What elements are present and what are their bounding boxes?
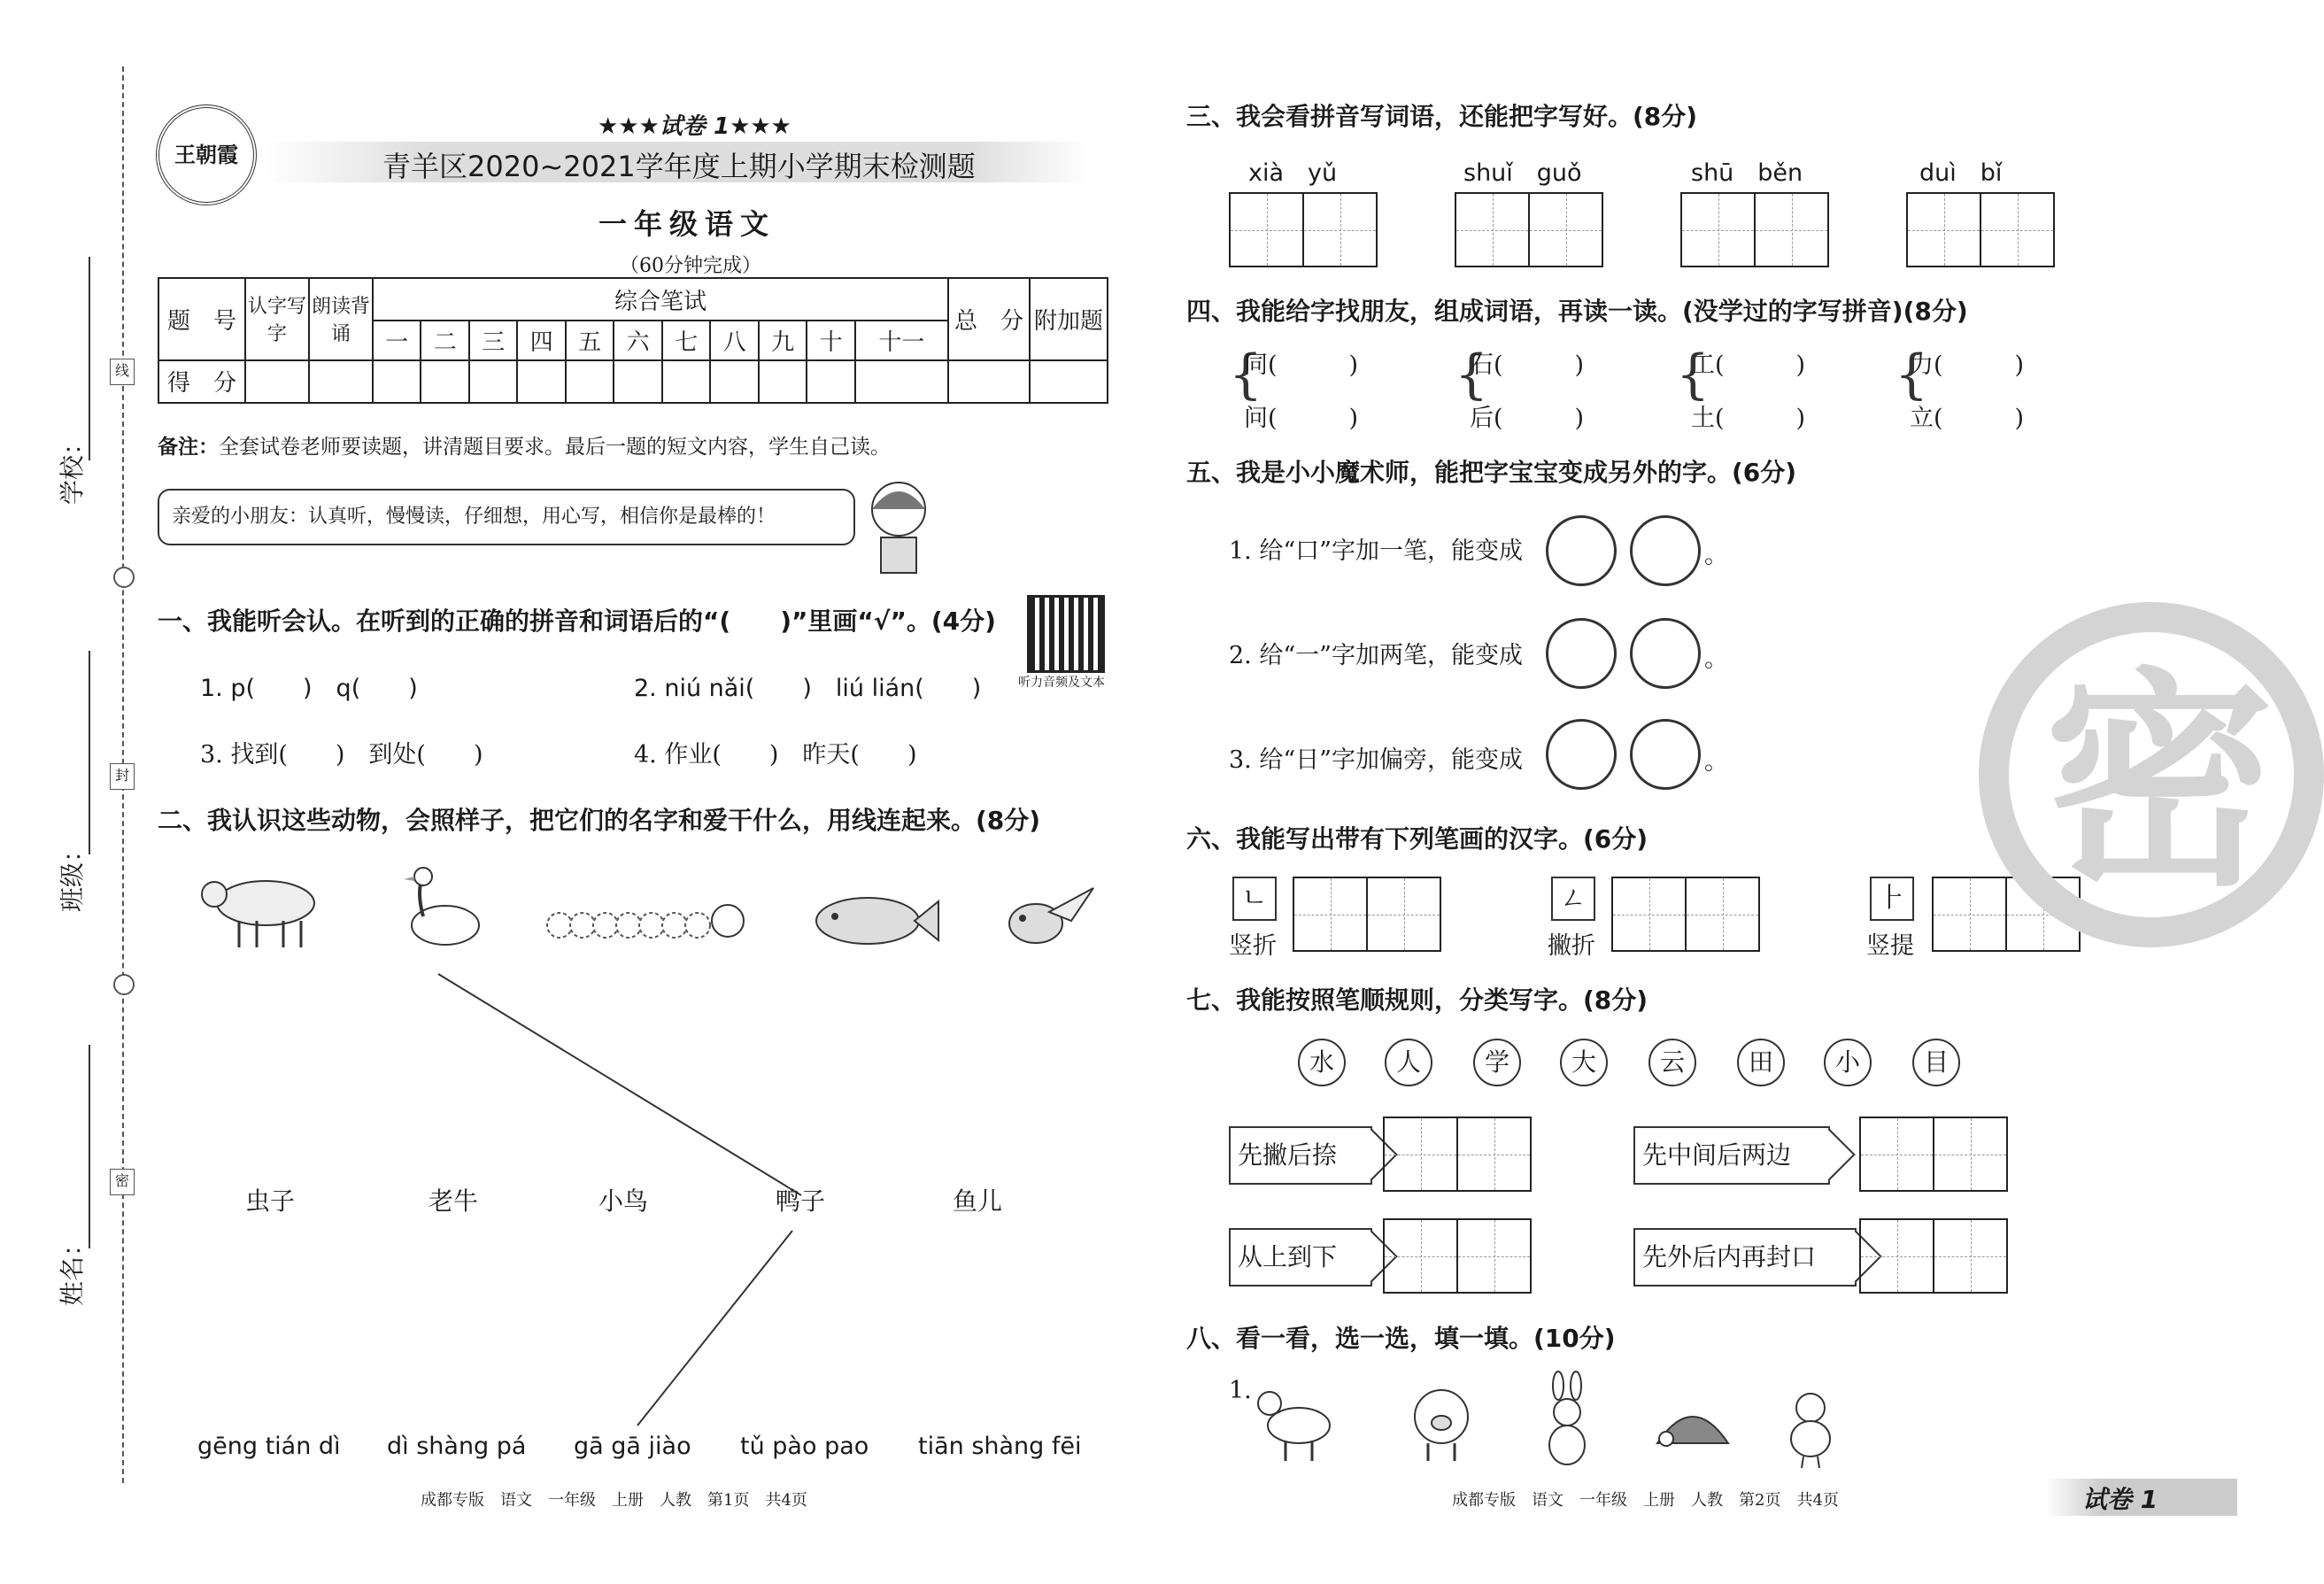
score-table-col: 十 — [807, 321, 854, 359]
q2-connect-lines — [0, 0, 1151, 708]
stroke-icon-vertical-rise: ⺊ — [1870, 877, 1914, 921]
q7-char-badge: 水 — [1298, 1039, 1346, 1086]
piglet-illustration — [1397, 1377, 1486, 1465]
note-label: 备注： — [158, 435, 219, 459]
q7-char-badge: 大 — [1560, 1039, 1608, 1086]
q7-write-grid-4[interactable] — [1859, 1218, 2008, 1294]
q2-action-1[interactable]: gēng tián dì — [197, 1433, 341, 1460]
q1-item-4: 4. 作业( ) 昨天( ) — [634, 741, 917, 769]
duck-illustration — [397, 863, 485, 961]
q6-write-grid-2[interactable] — [1611, 877, 1760, 952]
q7-char-badge: 人 — [1385, 1039, 1432, 1086]
q5-answer-circle[interactable] — [1630, 719, 1701, 790]
q7-rule-label-2: 先中间后两边 — [1633, 1126, 1830, 1185]
paper-tag: ★★★试卷 1★★★ — [598, 113, 791, 140]
q4-pair-3-bottom[interactable]: 土( ) — [1691, 405, 1806, 432]
stroke-icon-vertical-turn: ㄴ — [1232, 877, 1277, 921]
q3-pinyin-3: shū běn — [1691, 159, 1803, 187]
q7-write-grid-1[interactable] — [1383, 1117, 1532, 1192]
q2-name-5[interactable]: 鱼儿 — [953, 1186, 1003, 1216]
q5-title: 五、我是小小魔术师，能把字宝宝变成另外的字。(6分) — [1186, 458, 1797, 487]
q6-title: 六、我能写出带有下列笔画的汉字。(6分) — [1186, 824, 1648, 854]
score-table-header-extra: 附加题 — [1030, 278, 1108, 360]
cow-illustration — [195, 863, 328, 952]
name-label: 姓名： — [58, 1231, 87, 1306]
q7-rule-label-1: 先撇后捺 — [1229, 1126, 1372, 1185]
q2-action-4[interactable]: tǔ pào pao — [740, 1433, 869, 1460]
q4-pair-4-bottom[interactable]: 立( ) — [1910, 405, 2025, 432]
q2-name-2[interactable]: 老牛 — [429, 1186, 479, 1216]
rabbit-illustration — [1532, 1372, 1602, 1470]
fish-illustration — [810, 885, 943, 956]
score-table-col: 四 — [517, 321, 565, 359]
q7-rule-label-3: 从上到下 — [1229, 1228, 1372, 1287]
score-table-col: 六 — [614, 321, 661, 359]
secret-stamp-watermark — [1979, 602, 2324, 947]
binding-mark-line: 线 — [110, 359, 135, 385]
q4-pair-1-bottom[interactable]: 问( ) — [1244, 405, 1359, 432]
q7-char-badge: 云 — [1648, 1039, 1696, 1086]
q5-end-1: 。 — [1704, 542, 1728, 569]
stroke-icon-left-falling-turn: ㄥ — [1551, 877, 1595, 921]
q7-rule-label-4: 先外后内再封口 — [1633, 1228, 1857, 1287]
goat-illustration — [1250, 1377, 1339, 1465]
q4-brace: { — [1676, 344, 1710, 406]
score-table-row-label: 得 分 — [158, 360, 245, 403]
page-title: 青羊区2020~2021学年度上期小学期末检测题 — [382, 150, 976, 183]
q1-item-2: 2. niú nǎi( ) liú lián( ) — [634, 675, 982, 702]
q3-write-grid-2[interactable] — [1455, 192, 1603, 267]
subject-title: 一年级语文 — [598, 207, 776, 241]
score-table-header-total: 总 分 — [948, 278, 1030, 360]
q3-title: 三、我会看拼音写词语，还能把字写好。(8分) — [1186, 102, 1698, 131]
q7-write-grid-3[interactable] — [1383, 1218, 1532, 1294]
q2-action-2[interactable]: dì shàng pá — [387, 1433, 527, 1460]
stroke-name-2: 撇折 — [1548, 932, 1595, 960]
q4-brace: { — [1229, 344, 1263, 406]
q5-item-1: 1. 给“口”字加一笔，能变成 — [1229, 537, 1523, 565]
school-label: 学校： — [58, 429, 87, 505]
stroke-name-3: 竖提 — [1866, 932, 1914, 960]
score-table-col: 十一 — [855, 321, 948, 359]
q5-answer-circle[interactable] — [1630, 515, 1701, 586]
q4-pair-2-top[interactable]: 石( ) — [1470, 352, 1585, 379]
q8-title: 八、看一看，选一选，填一填。(10分) — [1186, 1324, 1616, 1353]
q7-char-badge: 小 — [1824, 1039, 1872, 1086]
q5-item-2: 2. 给“一”字加两笔，能变成 — [1229, 642, 1523, 669]
score-table-header-speak: 朗读背诵 — [309, 278, 373, 360]
q2-action-5[interactable]: tiān shàng fēi — [918, 1433, 1082, 1460]
caterpillar-illustration — [542, 894, 754, 947]
q3-write-grid-3[interactable] — [1680, 192, 1829, 267]
bubble-text: 亲爱的小朋友：认真听，慢慢读，仔细想，用心写，相信你是最棒的！ — [172, 506, 776, 528]
binding-mark-seal: 封 — [110, 763, 135, 790]
q5-answer-circle[interactable] — [1546, 515, 1617, 586]
q4-pair-1-top[interactable]: 同( ) — [1244, 352, 1359, 379]
q3-pinyin-4: duì bǐ — [1919, 159, 2003, 187]
q3-pinyin-2: shuǐ guǒ — [1463, 159, 1582, 187]
q4-brace: { — [1455, 344, 1489, 406]
q7-title: 七、我能按照笔顺规则，分类写字。(8分) — [1186, 985, 1648, 1015]
q5-end-2: 。 — [1704, 645, 1728, 673]
note-text: 全套试卷老师要读题，讲清题目要求。最后一题的短文内容，学生自己读。 — [219, 436, 891, 459]
stroke-name-1: 竖折 — [1229, 932, 1277, 960]
q2-action-3[interactable]: gā gā jiào — [574, 1433, 691, 1460]
score-table-col: 二 — [421, 321, 468, 359]
q6-write-grid-1[interactable] — [1293, 877, 1441, 952]
q4-title: 四、我能给字找朋友，组成词语，再读一读。(没学过的字写拼音)(8分) — [1186, 297, 1968, 326]
q4-pair-2-bottom[interactable]: 后( ) — [1470, 405, 1585, 432]
q4-pair-4-top[interactable]: 力( ) — [1910, 352, 2025, 379]
hedgehog-illustration — [1648, 1390, 1737, 1461]
score-table-col: 五 — [566, 321, 614, 359]
q2-title: 二、我认识这些动物，会照样子，把它们的名字和爱干什么，用线连起来。(8分) — [158, 806, 1041, 835]
score-table-col: 三 — [469, 321, 517, 359]
q3-write-grid-4[interactable] — [1906, 192, 2055, 267]
chick-illustration — [1775, 1381, 1846, 1470]
q2-name-4[interactable]: 鸭子 — [776, 1186, 826, 1216]
corner-tag: 试卷 1 — [2082, 1485, 2158, 1514]
class-label: 班级： — [58, 837, 87, 912]
q5-answer-circle[interactable] — [1546, 719, 1617, 790]
secret-stamp-char: 密 — [2044, 647, 2274, 917]
footer-right: 成都专版 语文 一年级 上册 人教 第2页 共4页 — [1452, 1491, 1839, 1510]
score-table-col: 九 — [759, 321, 807, 359]
q8-item-number: 1. — [1229, 1377, 1252, 1404]
q5-item-3: 3. 给“日”字加偏旁，能变成 — [1229, 746, 1523, 774]
q7-char-badge: 学 — [1473, 1039, 1521, 1086]
score-table-header-num: 题 号 — [158, 278, 245, 360]
score-table-header-read: 认字写字 — [245, 278, 309, 360]
binding-knot-icon — [113, 974, 135, 995]
q3-pinyin-1: xià yǔ — [1248, 159, 1338, 187]
q7-char-badge: 田 — [1737, 1039, 1785, 1086]
score-table-col: 八 — [710, 321, 758, 359]
q3-write-grid-1[interactable] — [1229, 192, 1378, 267]
q2-name-1[interactable]: 虫子 — [245, 1186, 296, 1216]
brand-logo-text: 王朝霞 — [174, 142, 238, 167]
score-table-col: 七 — [662, 321, 710, 359]
q4-brace: { — [1895, 344, 1929, 406]
q2-example-line — [354, 965, 1239, 1496]
q2-name-3[interactable]: 小鸟 — [598, 1186, 649, 1216]
score-table-header-written: 综合笔试 — [373, 278, 948, 321]
bird-illustration — [996, 881, 1102, 952]
q1-item-3: 3. 找到( ) 到处( ) — [200, 741, 483, 769]
q1-item-1: 1. p( ) q( ) — [200, 675, 418, 702]
q5-answer-circle[interactable] — [1546, 618, 1617, 689]
q7-char-badge: 目 — [1912, 1039, 1960, 1086]
q4-pair-3-top[interactable]: 工( ) — [1691, 352, 1806, 379]
q5-end-3: 。 — [1704, 748, 1728, 776]
q7-write-grid-2[interactable] — [1859, 1117, 2008, 1192]
score-table-col: 一 — [373, 321, 421, 359]
q5-answer-circle[interactable] — [1630, 618, 1701, 689]
qr-caption: 听力音频及文本 — [1018, 676, 1105, 690]
q1-title: 一、我能听会认。在听到的正确的拼音和词语后的“( )”里画“√”。(4分) — [158, 607, 996, 636]
binding-mark-dense: 密 — [110, 1169, 135, 1195]
name-line — [89, 1045, 90, 1248]
time-note: （60分钟完成） — [620, 255, 761, 277]
footer-left: 成都专版 语文 一年级 上册 人教 第1页 共4页 — [421, 1491, 807, 1510]
